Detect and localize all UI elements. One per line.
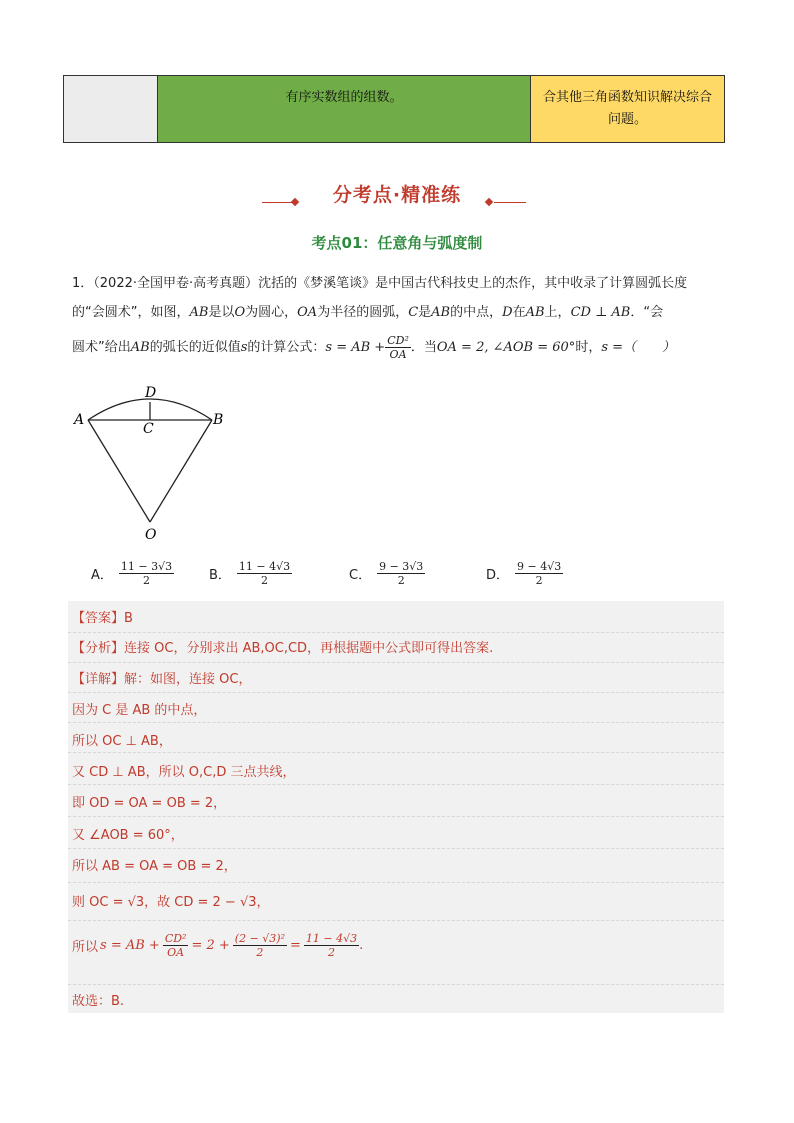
topic-subtitle: 考点01：任意角与弧度制 bbox=[311, 234, 483, 252]
q-text: 为半径的圆弧， bbox=[317, 305, 409, 320]
final-formula-line bbox=[72, 932, 363, 959]
fraction-numerator: CD² bbox=[387, 334, 409, 347]
q-text: 的弧长的近似值 bbox=[149, 340, 241, 355]
fraction-denominator: 2 bbox=[256, 946, 264, 959]
arc-ab: AB bbox=[130, 340, 150, 355]
table-cell-green: 有序实数组的组数。 bbox=[158, 76, 531, 142]
q-text: ．当 bbox=[410, 340, 437, 355]
option-b[interactable] bbox=[209, 560, 292, 587]
detail-tag: 【详解】 bbox=[72, 672, 125, 687]
step-line: 所以 OC ⊥ AB， bbox=[72, 734, 172, 749]
divider bbox=[68, 722, 724, 723]
q-text: 的计算公式： bbox=[247, 340, 326, 355]
answer-line bbox=[72, 607, 133, 626]
option-fraction bbox=[515, 560, 563, 587]
detail-text: 解：如图，连接 OC， bbox=[124, 672, 252, 687]
question-blank: s =（ ） bbox=[601, 340, 676, 355]
final-fraction-1 bbox=[163, 932, 189, 959]
analysis-line bbox=[72, 637, 493, 656]
fraction-numerator: CD² bbox=[164, 932, 187, 945]
final-mid: = 2 + bbox=[191, 938, 230, 953]
option-a[interactable] bbox=[91, 560, 174, 587]
step-line: 即 OD = OA = OB = 2， bbox=[72, 796, 227, 811]
q-text: 是以 bbox=[208, 305, 235, 320]
label-c: C bbox=[143, 421, 154, 437]
divider bbox=[68, 816, 724, 817]
option-denominator: 2 bbox=[261, 574, 269, 587]
q-text: 的“会圆术”，如图， bbox=[72, 305, 190, 320]
answer-tag: 【答案】 bbox=[72, 611, 125, 626]
divider bbox=[68, 984, 724, 985]
divider bbox=[68, 692, 724, 693]
option-label: A． bbox=[91, 568, 113, 583]
step-line: 所以 AB = OA = OB = 2， bbox=[72, 859, 237, 874]
fraction-denominator: OA bbox=[167, 946, 185, 959]
q-text: 时， bbox=[575, 340, 602, 355]
option-fraction bbox=[377, 560, 425, 587]
q-text: 为圆心， bbox=[245, 305, 298, 320]
option-numerator: 9 − 4√3 bbox=[517, 560, 562, 573]
final-fraction-2 bbox=[233, 932, 287, 959]
segment-ab: AB bbox=[431, 305, 451, 320]
table-cell-empty bbox=[64, 76, 158, 142]
option-denominator: 2 bbox=[397, 574, 405, 587]
divider bbox=[68, 752, 724, 753]
answer-options bbox=[91, 560, 731, 600]
option-numerator: 11 − 3√3 bbox=[120, 560, 173, 573]
q-text: 圆术”给出 bbox=[72, 340, 131, 355]
question-line-1: 1．（2022·全国甲卷·高考真题）沈括的《梦溪笔谈》是中国古代科技史上的杰作，其中收录了计算圆弧长度 bbox=[72, 276, 688, 291]
var-s: s bbox=[240, 340, 248, 355]
divider bbox=[68, 848, 724, 849]
radius-oa bbox=[88, 420, 150, 522]
detail-line bbox=[72, 668, 251, 687]
option-fraction bbox=[237, 560, 292, 587]
divider bbox=[68, 882, 724, 883]
step-line: 又 ∠AOB = 60°， bbox=[72, 828, 184, 843]
condition: OA = 2, ∠AOB = 60° bbox=[436, 340, 576, 355]
step-line: 又 CD ⊥ AB，所以 O,C,D 三点共线， bbox=[72, 765, 296, 780]
arc-figure bbox=[70, 380, 240, 545]
answer-value: B bbox=[124, 611, 133, 626]
analysis-tag: 【分析】 bbox=[72, 641, 125, 656]
final-fraction-3 bbox=[304, 932, 359, 959]
choose-line: 故选：B. bbox=[72, 994, 125, 1009]
fraction-denominator: OA bbox=[389, 348, 407, 361]
option-label: D． bbox=[486, 568, 510, 583]
table-cell-yellow: 合其他三角函数知识解决综合问题。 bbox=[531, 76, 724, 142]
point-c: C bbox=[408, 305, 419, 320]
arc-ab: AB bbox=[189, 305, 209, 320]
q-text: 在 bbox=[512, 305, 526, 320]
step-line: 因为 C 是 AB 的中点， bbox=[72, 703, 207, 718]
label-o: O bbox=[145, 527, 157, 543]
option-c[interactable] bbox=[349, 560, 425, 587]
final-lhs: s = AB + bbox=[100, 938, 160, 953]
q-text: ．“会 bbox=[630, 305, 664, 320]
final-prefix: 所以 bbox=[72, 940, 99, 955]
point-d: D bbox=[502, 305, 513, 320]
final-eq: = bbox=[290, 938, 301, 953]
option-d[interactable] bbox=[486, 560, 563, 587]
option-label: C． bbox=[349, 568, 372, 583]
option-numerator: 9 − 3√3 bbox=[379, 560, 424, 573]
point-o: O bbox=[234, 305, 246, 320]
option-label: B． bbox=[209, 568, 231, 583]
option-denominator: 2 bbox=[143, 574, 151, 587]
section-title-text: 分考点·精准练 bbox=[332, 184, 462, 206]
divider bbox=[68, 920, 724, 921]
arc-ab: AB bbox=[525, 305, 545, 320]
analysis-text: 连接 OC，分别求出 AB,OC,CD，再根据题中公式即可得出答案. bbox=[124, 641, 494, 656]
step-line: 则 OC = √3，故 CD = 2 − √3， bbox=[72, 895, 270, 910]
label-b: B bbox=[213, 412, 224, 428]
option-denominator: 2 bbox=[535, 574, 543, 587]
segment-oa: OA bbox=[297, 305, 318, 320]
q-text: 是 bbox=[418, 305, 432, 320]
q-text: 上， bbox=[544, 305, 571, 320]
fraction-numerator: 11 − 4√3 bbox=[305, 932, 358, 945]
perp-relation: CD ⊥ AB bbox=[570, 305, 631, 320]
formula-fraction bbox=[385, 334, 411, 361]
label-a: A bbox=[74, 412, 85, 428]
q-text: 的中点， bbox=[450, 305, 503, 320]
divider bbox=[68, 632, 724, 633]
question-line-2 bbox=[72, 298, 727, 327]
knowledge-table-row bbox=[63, 75, 725, 143]
radius-ob bbox=[150, 420, 212, 522]
fraction-denominator: 2 bbox=[328, 946, 336, 959]
final-end: . bbox=[359, 938, 364, 953]
formula-lhs: s = AB + bbox=[325, 340, 386, 355]
divider bbox=[68, 662, 724, 663]
option-numerator: 11 − 4√3 bbox=[238, 560, 291, 573]
label-d: D bbox=[145, 385, 157, 401]
option-fraction bbox=[119, 560, 174, 587]
question-line-3 bbox=[72, 333, 727, 362]
divider bbox=[68, 784, 724, 785]
fraction-numerator: (2 − √3)² bbox=[234, 932, 286, 945]
section-title bbox=[0, 180, 794, 207]
